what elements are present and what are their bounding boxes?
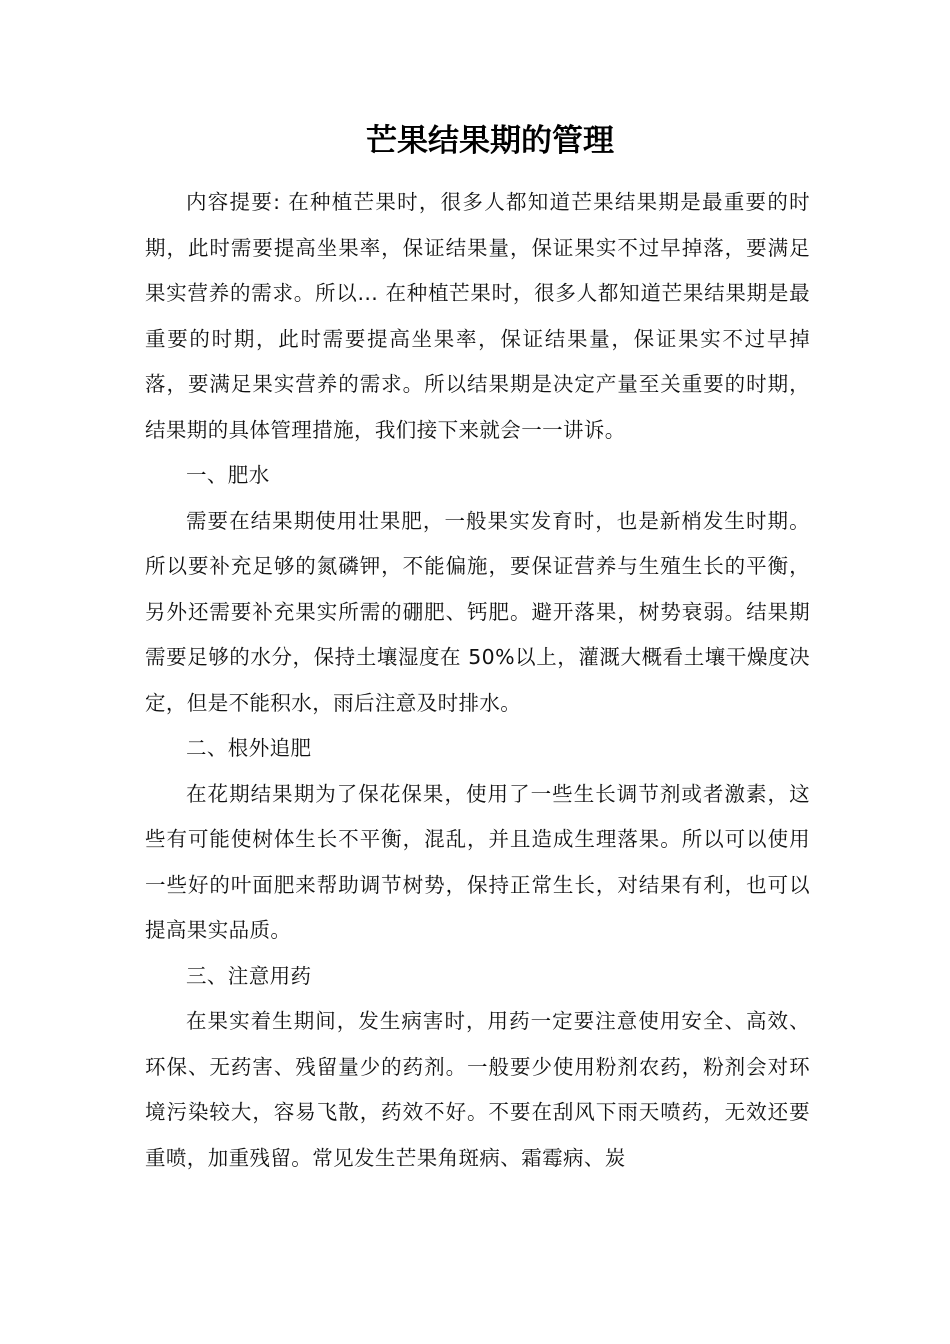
section-heading-fertilizer-water: 一、肥水	[186, 463, 270, 487]
paragraph-foliar-fertilizer: 在花期结果期为了保花保果，使用了一些生长调节剂或者激素，这些有可能使树体生长不平衡，混乱，并且造成生理落果。所以可以使用一些好的叶面肥来帮助调节树势，保持正常生长，对结果有利，也可以提高果实品质。	[145, 781, 810, 942]
section-heading-pesticide: 三、注意用药	[186, 963, 312, 988]
section-heading-foliar-fertilizer: 二、根外追肥	[186, 736, 312, 760]
paragraph-fertilizer-water: 需要在结果期使用壮果肥，一般果实发育时，也是新梢发生时期。所以要补充足够的氮磷钾，不能偏施，要保证营养与生殖生长的平衡，另外还需要补充果实所需的硼肥、钙肥。避开落果，树势衰弱。结果期需要足够的水分，保持土壤湿度在 50%以上，灌溉大概看土壤干燥度决定，但是不能积水，雨后注意及时排水。	[145, 508, 810, 715]
document-title: 芒果结果期的管理	[366, 123, 614, 159]
paragraph-pesticide: 在果实着生期间，发生病害时，用药一定要注意使用安全、高效、环保、无药害、残留量少的药剂。一般要少使用粉剂农药，粉剂会对环境污染较大，容易飞散，药效不好。不要在刮风下雨天喷药，无效还要重喷，加重残留。常见发生芒果角斑病、霜霉病、炭	[145, 1009, 810, 1170]
document-body	[145, 180, 810, 1181]
paragraph-summary: 内容提要: 在种植芒果时，很多人都知道芒果结果期是最重要的时期，此时需要提高坐果率，保证结果量，保证果实不过早掉落，要满足果实营养的需求。所以... 在种植芒果时，很多人都知道芒果结果期是最重要的时期，此时需要提高坐果率，保证结果量，保证果实不过早掉落，要满足果实营养的需求。所以结果期是决定产量至关重要的时期，结果期的具体管理措施，我们接下来就会一一讲诉。	[145, 190, 810, 442]
